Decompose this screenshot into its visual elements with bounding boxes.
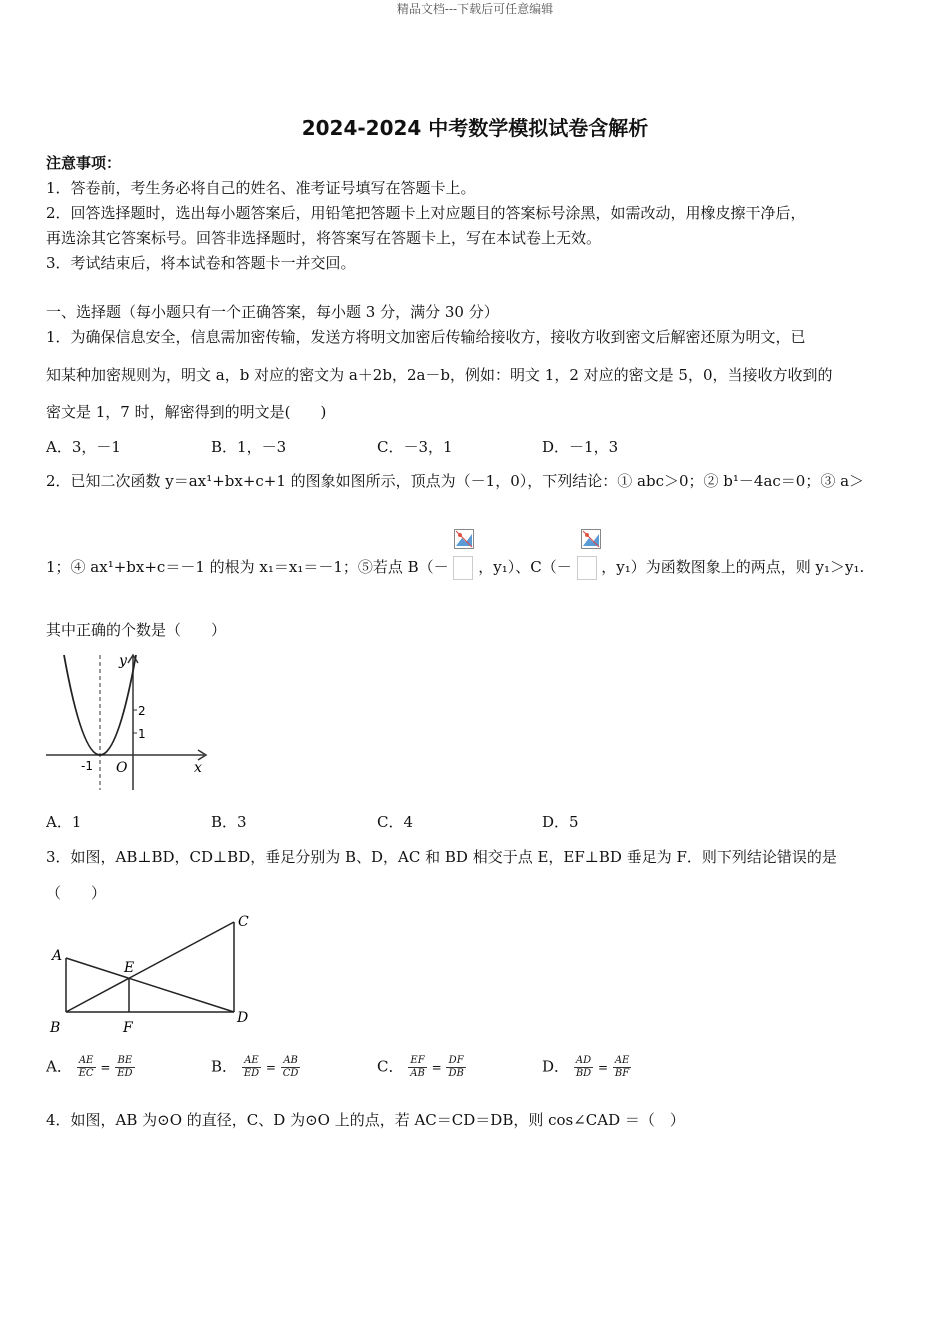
parabola-graph	[44, 650, 214, 795]
broken-image-icon	[581, 529, 601, 549]
tick-2: 2	[138, 704, 146, 718]
q1-option-a: A．3，－1	[46, 438, 121, 456]
missing-image-placeholder	[453, 556, 473, 580]
point-f-label: F	[123, 1020, 133, 1036]
q2-line-2	[46, 556, 864, 580]
q2-option-c: C．4	[377, 813, 414, 831]
q2-line-2c: ，y₁）为函数图象上的两点，则 y₁＞y₁.	[601, 558, 865, 576]
note-2a: 2．回答选择题时，选出每小题答案后，用铅笔把答题卡上对应题目的答案标号涂黑，如需改动，用橡皮擦干净后，	[46, 204, 806, 222]
q1-line-1: 1．为确保信息安全，信息需加密传输，发送方将明文加密后传输给接收方，接收方收到密文后解密还原为明文，已	[46, 328, 806, 346]
q3-option-b: B． $\frac{AE}{ED}$ = $\frac{AB}{CD}$	[211, 1055, 299, 1079]
point-a-label: A	[52, 948, 63, 964]
tick-1: 1	[138, 727, 146, 741]
q1-option-c: C．－3，1	[377, 438, 453, 456]
q3-option-a: A． $\frac{AE}{EC}$ = $\frac{BE}{ED}$	[46, 1055, 133, 1079]
q2-line-1: 2．已知二次函数 y＝ax¹+bx+c+1 的图象如图所示，顶点为（－1，0），下列结论：① abc＞0；② b¹－4ac＝0；③ a＞	[46, 472, 865, 490]
notes-heading: 注意事项：	[46, 154, 122, 172]
q3-line-2: （ ）	[46, 884, 107, 902]
note-3: 3．考试结束后，将本试卷和答题卡一并交回。	[46, 254, 356, 272]
q2-line-2a: 1；④ ax¹+bx+c＝－1 的根为 x₁＝x₁＝－1；⑤若点 B（－	[46, 558, 449, 576]
tick-minus-1: -1	[81, 759, 93, 773]
q3-line-1: 3．如图，AB⊥BD，CD⊥BD，垂足分别为 B、D，AC 和 BD 相交于点 E，EF⊥BD 垂足为 F．则下列结论错误的是	[46, 848, 837, 866]
x-axis-label: x	[194, 760, 202, 776]
y-axis-label: y	[119, 653, 127, 669]
point-c-label: C	[238, 914, 249, 930]
note-2b: 再选涂其它答案标号。回答非选择题时，将答案写在答题卡上，写在本试卷上无效。	[46, 229, 602, 247]
q2-ask: 其中正确的个数是（ ）	[46, 621, 227, 639]
q3-option-d: D． $\frac{AD}{BD}$ = $\frac{AE}{BF}$	[542, 1055, 630, 1079]
page-header: 精品文档---下载后可任意编辑	[396, 2, 554, 16]
q4-line-1: 4．如图，AB 为⊙O 的直径，C、D 为⊙O 上的点，若 AC＝CD＝DB，则 cos∠CAD ＝（ ）	[46, 1111, 685, 1129]
point-b-label: B	[50, 1020, 61, 1036]
point-d-label: D	[237, 1010, 249, 1026]
origin-label: O	[116, 760, 128, 776]
q1-option-b: B．1，－3	[211, 438, 287, 456]
q2-option-a: A．1	[46, 813, 82, 831]
q3-option-c: C． $\frac{EF}{AB}$ = $\frac{DF}{DB}$	[377, 1055, 464, 1079]
note-1: 1．答卷前，考生务必将自己的姓名、准考证号填写在答题卡上。	[46, 179, 476, 197]
point-e-label: E	[124, 960, 135, 976]
q2-option-b: B．3	[211, 813, 247, 831]
q1-option-d: D．－1，3	[542, 438, 619, 456]
geometry-figure	[44, 910, 264, 1040]
q2-option-d: D．5	[542, 813, 579, 831]
q1-line-2: 知某种加密规则为，明文 a，b 对应的密文为 a＋2b，2a－b，例如：明文 1，2 对应的密文是 5，0，当接收方收到的	[46, 366, 833, 384]
missing-image-placeholder	[577, 556, 597, 580]
section-heading: 一、选择题（每小题只有一个正确答案，每小题 3 分，满分 30 分）	[46, 303, 499, 321]
q2-line-2b: ，y₁）、C（－	[478, 558, 572, 576]
broken-image-icon	[454, 529, 474, 549]
q1-line-3: 密文是 1，7 时，解密得到的明文是( )	[46, 403, 327, 421]
page-title: 2024-2024 中考数学模拟试卷含解析	[301, 116, 649, 140]
